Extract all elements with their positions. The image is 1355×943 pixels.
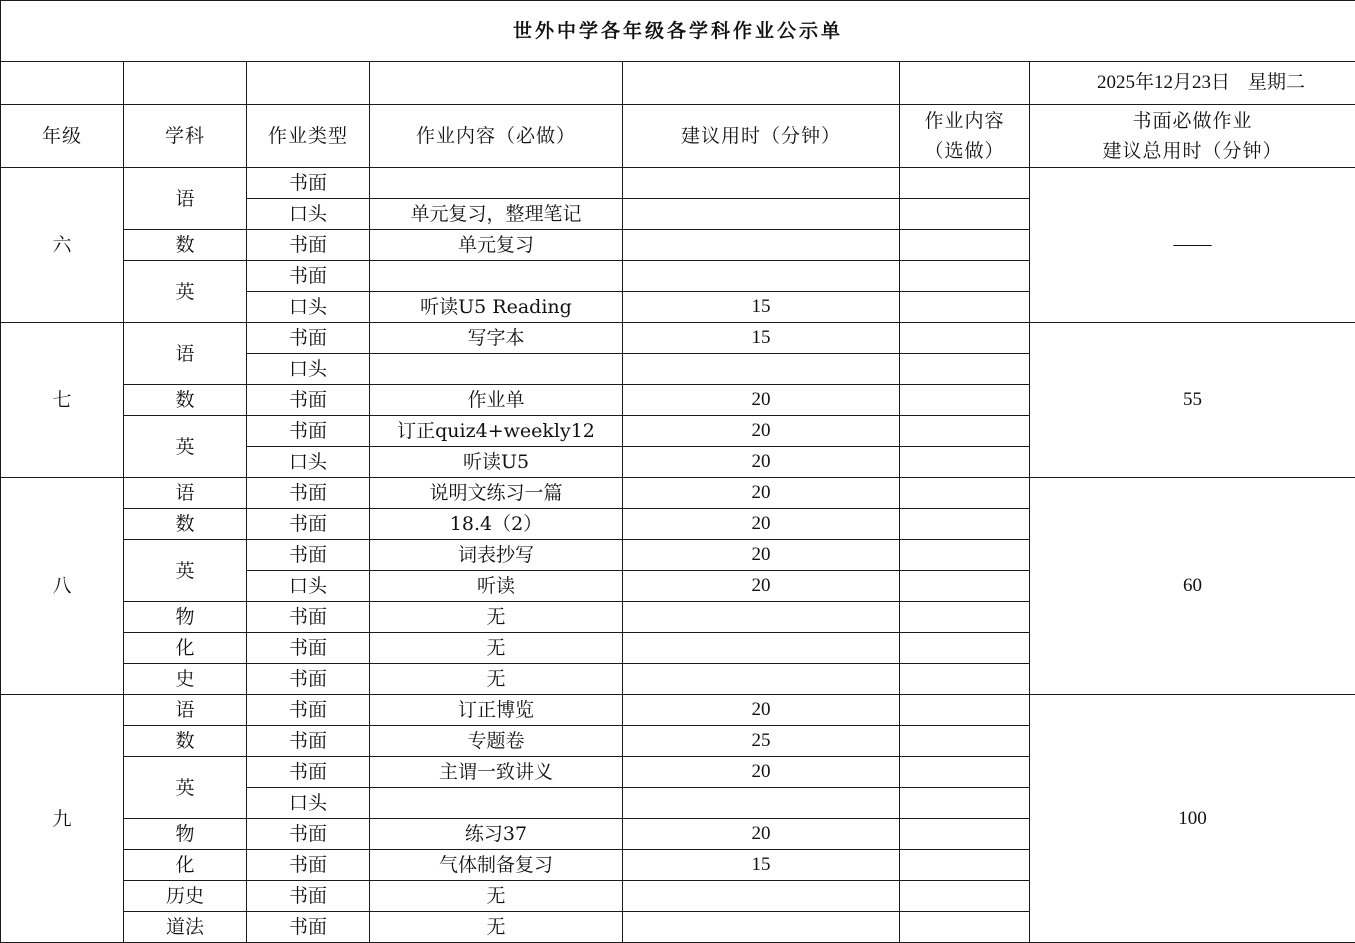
time-cell: 20 [623,416,900,447]
content-cell: 作业单 [370,385,623,416]
content-cell: 气体制备复习 [370,850,623,881]
page-title: 世外中学各年级各学科作业公示单 [1,1,1355,62]
weekday-text: 星期二 [1248,72,1305,93]
content-cell: 无 [370,664,623,695]
type-cell: 口头 [247,788,370,819]
subject-cell: 数 [124,726,247,757]
optional-cell [900,850,1030,881]
optional-cell [900,199,1030,230]
type-cell: 书面 [247,509,370,540]
type-cell: 书面 [247,633,370,664]
subject-cell: 英 [124,261,247,323]
optional-cell [900,726,1030,757]
content-cell: 专题卷 [370,726,623,757]
header-type: 作业类型 [247,105,370,168]
time-cell: 20 [623,478,900,509]
content-cell: 无 [370,881,623,912]
blank-cell [623,62,900,105]
time-cell [623,788,900,819]
time-cell: 20 [623,695,900,726]
time-cell [623,664,900,695]
grade-cell: 六 [1,168,124,323]
header-content-optional [900,105,1030,168]
optional-cell [900,509,1030,540]
content-cell: 听读U5 Reading [370,292,623,323]
content-cell: 词表抄写 [370,540,623,571]
type-cell: 书面 [247,757,370,788]
type-cell: 书面 [247,695,370,726]
optional-cell [900,385,1030,416]
optional-cell [900,540,1030,571]
optional-cell [900,912,1030,943]
content-cell: 无 [370,633,623,664]
optional-cell [900,757,1030,788]
time-cell [623,168,900,199]
optional-cell [900,881,1030,912]
table-row [1,168,1355,199]
subject-cell: 物 [124,819,247,850]
time-cell [623,261,900,292]
type-cell: 口头 [247,571,370,602]
grade-cell: 八 [1,478,124,695]
date-cell [1030,62,1355,105]
subject-cell: 道法 [124,912,247,943]
subject-cell: 语 [124,323,247,385]
total-time-cell: 55 [1030,323,1355,478]
optional-cell [900,819,1030,850]
optional-cell [900,664,1030,695]
type-cell: 书面 [247,230,370,261]
content-cell [370,354,623,385]
subject-cell: 语 [124,695,247,726]
content-cell: 订正博览 [370,695,623,726]
content-cell: 听读 [370,571,623,602]
header-content-required: 作业内容（必做） [370,105,623,168]
time-cell: 20 [623,571,900,602]
optional-cell [900,788,1030,819]
time-cell: 20 [623,819,900,850]
time-cell [623,912,900,943]
type-cell: 书面 [247,416,370,447]
subject-cell: 化 [124,850,247,881]
type-cell: 书面 [247,881,370,912]
subject-cell: 语 [124,168,247,230]
optional-cell [900,323,1030,354]
content-cell: 单元复习，整理笔记 [370,199,623,230]
header-suggested-time: 建议用时（分钟） [623,105,900,168]
subject-cell: 英 [124,416,247,478]
optional-cell [900,633,1030,664]
optional-cell [900,571,1030,602]
type-cell: 口头 [247,199,370,230]
type-cell: 书面 [247,385,370,416]
subject-cell: 物 [124,602,247,633]
blank-cell [247,62,370,105]
content-cell: 无 [370,602,623,633]
time-cell [623,199,900,230]
subject-cell: 数 [124,509,247,540]
content-cell: 18.4（2） [370,509,623,540]
type-cell: 口头 [247,447,370,478]
optional-cell [900,292,1030,323]
optional-cell [900,168,1030,199]
content-cell: 说明文练习一篇 [370,478,623,509]
content-cell: 单元复习 [370,230,623,261]
content-cell [370,788,623,819]
blank-cell [1,62,124,105]
time-cell: 15 [623,292,900,323]
type-cell: 口头 [247,354,370,385]
time-cell: 20 [623,509,900,540]
content-cell: 主谓一致讲义 [370,757,623,788]
time-cell: 20 [623,385,900,416]
optional-cell [900,230,1030,261]
type-cell: 书面 [247,912,370,943]
type-cell: 书面 [247,261,370,292]
subject-cell: 英 [124,757,247,819]
subject-cell: 化 [124,633,247,664]
table-row [1,695,1355,726]
optional-cell [900,602,1030,633]
time-cell: 25 [623,726,900,757]
total-time-cell: —— [1030,168,1355,323]
type-cell: 书面 [247,323,370,354]
optional-cell [900,354,1030,385]
type-cell: 书面 [247,602,370,633]
content-cell: 听读U5 [370,447,623,478]
time-cell: 20 [623,540,900,571]
date-text: 2025年12月23日 [1097,72,1230,93]
header-content-optional-line2: （选做） [900,136,1029,166]
blank-cell [900,62,1030,105]
time-cell [623,881,900,912]
time-cell [623,633,900,664]
header-total-time-line1: 书面必做作业 [1030,106,1355,136]
header-total-time-line2: 建议总用时（分钟） [1030,136,1355,166]
type-cell: 书面 [247,478,370,509]
type-cell: 书面 [247,540,370,571]
time-cell: 20 [623,447,900,478]
time-cell [623,602,900,633]
type-cell: 书面 [247,664,370,695]
type-cell: 书面 [247,819,370,850]
type-cell: 书面 [247,726,370,757]
type-cell: 书面 [247,168,370,199]
subject-cell: 数 [124,385,247,416]
type-cell: 书面 [247,850,370,881]
grade-cell: 七 [1,323,124,478]
content-cell: 无 [370,912,623,943]
time-cell: 15 [623,323,900,354]
optional-cell [900,261,1030,292]
content-cell: 练习37 [370,819,623,850]
blank-cell [370,62,623,105]
time-cell [623,230,900,261]
total-time-cell: 60 [1030,478,1355,695]
subject-cell: 数 [124,230,247,261]
time-cell: 15 [623,850,900,881]
table-row [1,478,1355,509]
grade-cell: 九 [1,695,124,943]
type-cell: 口头 [247,292,370,323]
time-cell [623,354,900,385]
header-content-optional-line1: 作业内容 [900,106,1029,136]
header-total-time [1030,105,1355,168]
subject-cell: 史 [124,664,247,695]
content-cell: 写字本 [370,323,623,354]
time-cell: 20 [623,757,900,788]
header-grade: 年级 [1,105,124,168]
blank-cell [124,62,247,105]
optional-cell [900,447,1030,478]
subject-cell: 英 [124,540,247,602]
subject-cell: 语 [124,478,247,509]
content-cell [370,168,623,199]
optional-cell [900,695,1030,726]
table-row [1,323,1355,354]
total-time-cell: 100 [1030,695,1355,943]
header-subject: 学科 [124,105,247,168]
optional-cell [900,416,1030,447]
content-cell: 订正quiz4+weekly12 [370,416,623,447]
optional-cell [900,478,1030,509]
subject-cell: 历史 [124,881,247,912]
content-cell [370,261,623,292]
